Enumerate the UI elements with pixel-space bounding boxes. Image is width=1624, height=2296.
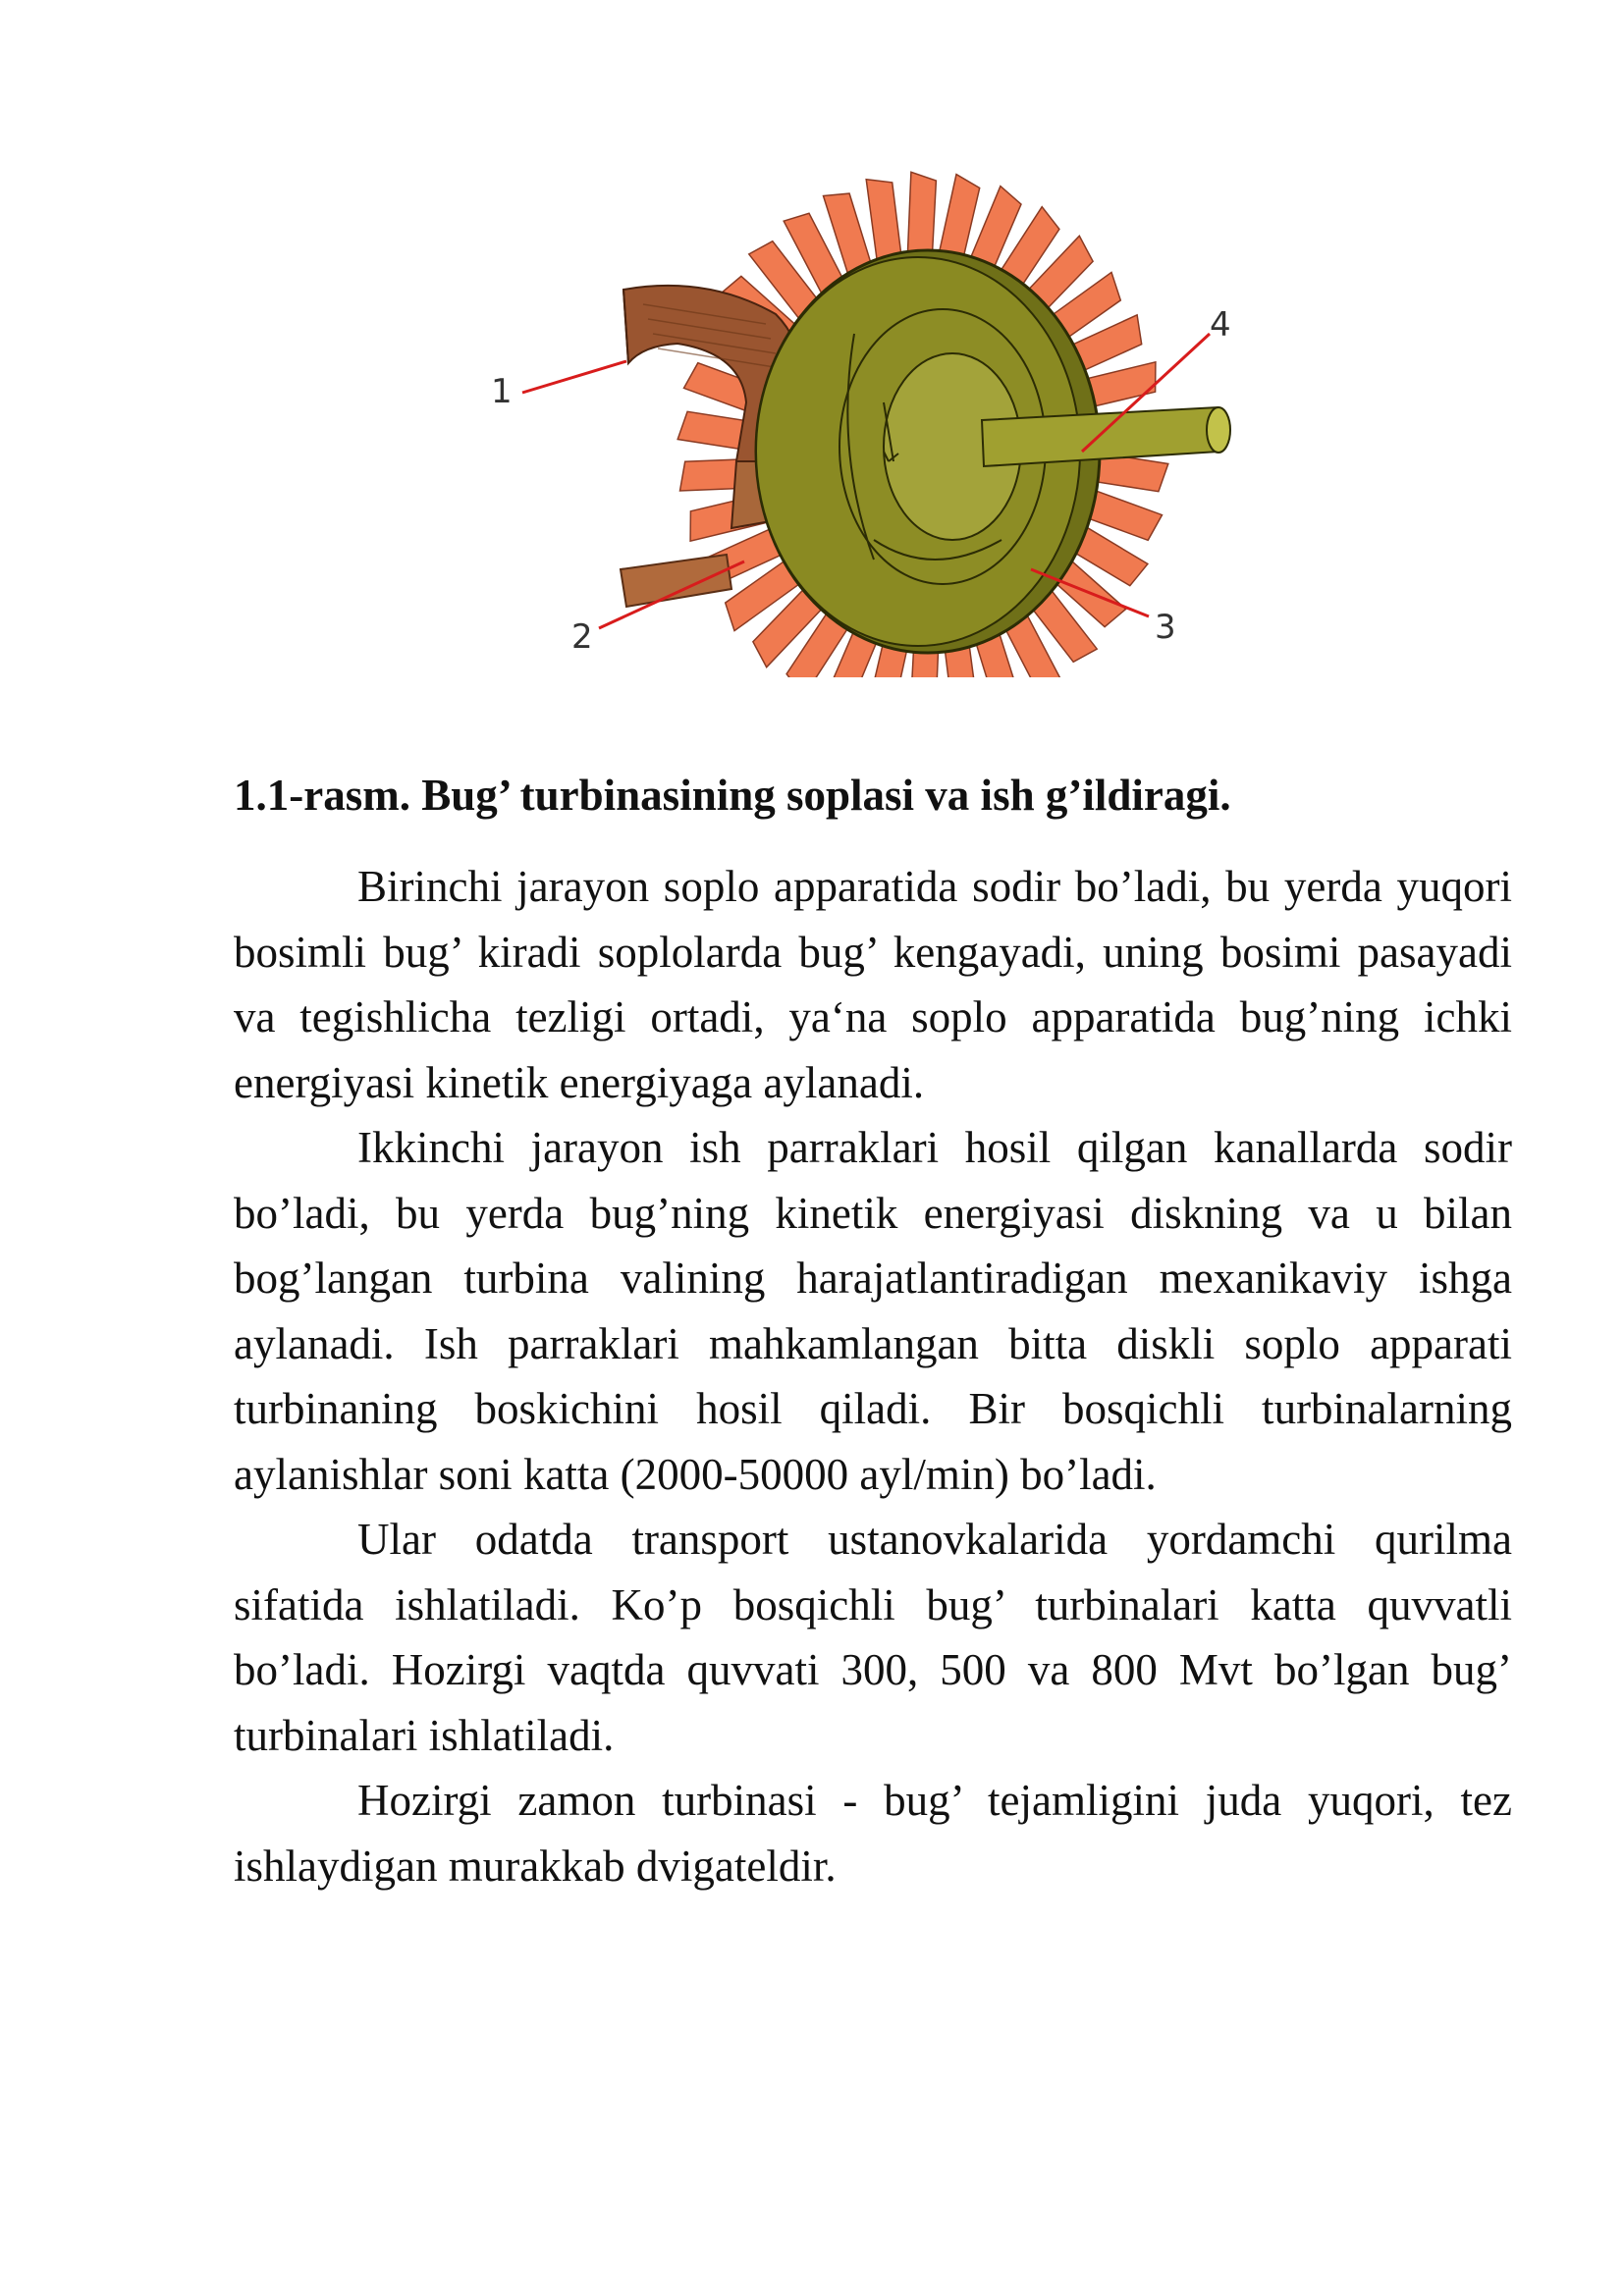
turbine-blade xyxy=(907,172,936,256)
body-text xyxy=(234,854,1512,1898)
figure-caption: 1.1-rasm. Bug’ turbinasining soplasi va ish g’ildiragi. xyxy=(234,771,1231,820)
turbine-blade xyxy=(939,175,980,261)
leader-line-1 xyxy=(522,361,626,393)
paragraph-4: Hozirgi zamon turbinasi - bug’ tejamligini juda yuqori, tez ishlaydigan murakkab dvigateldir. xyxy=(234,1776,1512,1891)
paragraph-1: Birinchi jarayon soplo apparatida sodir bo’ladi, bu yerda yuqori bosimli bug’ kiradi soplolarda bug’ kengayadi, uning bosimi pasayadi va tegishlicha tezligi ortadi, ya‘na soplo apparatida bug’ning ichki energiyasi kinetik energiyaga aylanadi. xyxy=(234,862,1512,1107)
figure-label-3: 3 xyxy=(1155,608,1176,647)
figure-label-2: 2 xyxy=(571,617,593,657)
turbine-illustration xyxy=(481,167,1247,677)
figure-label-4: 4 xyxy=(1210,305,1231,345)
paragraph-3: Ular odatda transport ustanovkalarida yordamchi qurilma sifatida ishlatiladi. Ko’p bosqichli bug’ turbinalari katta quvvatli bo’ladi. Hozirgi vaqtda quvvati 300, 500 va 800 Mvt bo’lgan bug’ turbinalari ishlatiladi. xyxy=(234,1515,1512,1760)
turbine-blade xyxy=(866,180,901,263)
paragraph-2: Ikkinchi jarayon ish parraklari hosil qilgan kanallarda sodir bo’ladi, bu yerda bug’ning kinetik energiyasi diskning va u bilan bog’langan turbina valining harajatlantiradigan mexanikaviy ishga aylanadi. Ish parraklari mahkamlangan bitta diskli soplo apparati turbinaning boskichini hosil qiladi. Bir bosqichli turbinalarning aylanishlar soni katta (2000-50000 ayl/min) bo’ladi. xyxy=(234,1123,1512,1499)
figure-label-1: 1 xyxy=(491,372,513,411)
turbine-figure xyxy=(481,167,1247,677)
